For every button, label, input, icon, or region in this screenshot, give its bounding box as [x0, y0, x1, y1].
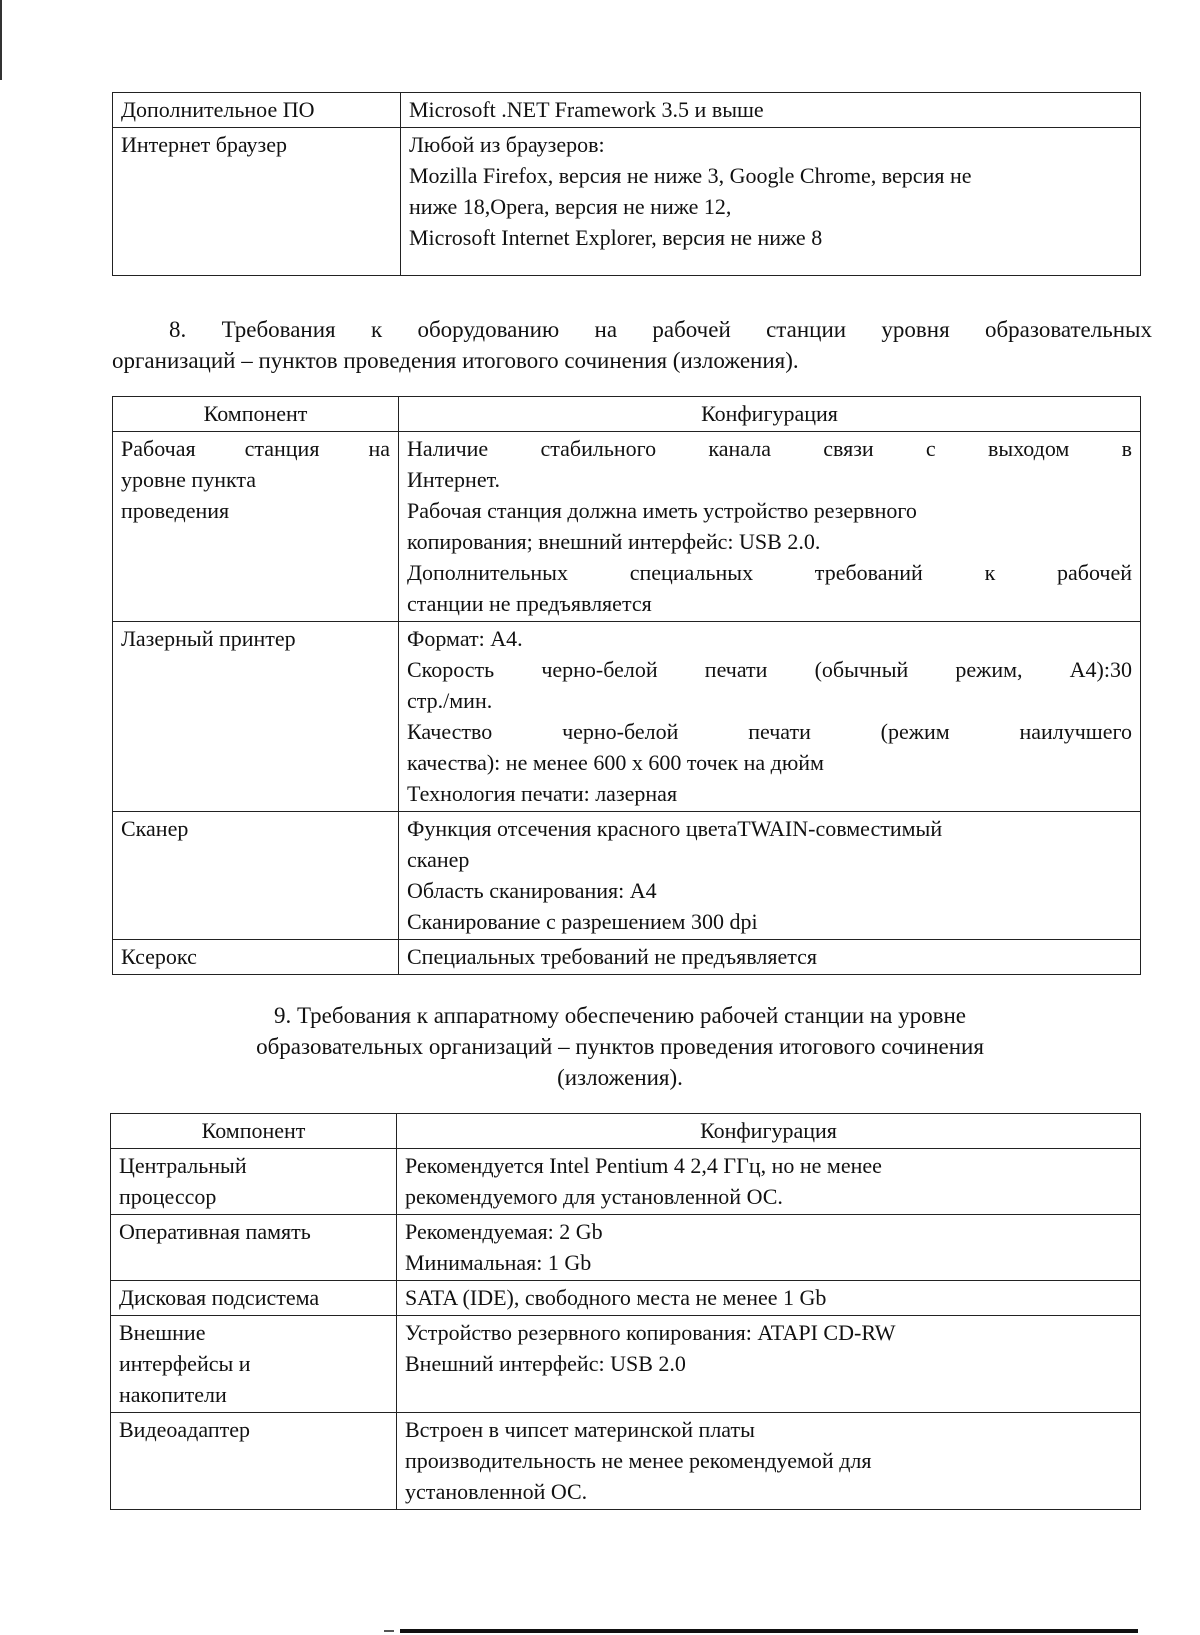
- component-cell: [113, 93, 401, 128]
- cell-text: накопители: [119, 1382, 227, 1407]
- component-cell: [111, 1413, 397, 1510]
- cell-text: Сканер: [121, 816, 189, 841]
- component-cell: [113, 940, 399, 975]
- cell-text: Дополнительных специальных требований к рабочей: [407, 560, 1132, 585]
- cell-text: копирования; внешний интерфейс: USB 2.0.: [407, 529, 821, 554]
- config-cell: [397, 1316, 1141, 1413]
- cell-text: Внешний интерфейс: USB 2.0: [405, 1351, 686, 1376]
- table-row: [113, 622, 1141, 812]
- cell-text: Любой из браузеров:: [409, 132, 605, 157]
- config-cell: [397, 1149, 1141, 1215]
- cell-text: рекомендуемого для установленной ОС.: [405, 1184, 783, 1209]
- cell-text: качества): не менее 600 x 600 точек на дюйм: [407, 750, 824, 775]
- config-cell: [399, 432, 1141, 622]
- config-cell: [397, 1215, 1141, 1281]
- heading-line: (изложения).: [557, 1065, 683, 1090]
- cell-text: производительность не менее рекомендуемой для: [405, 1448, 872, 1473]
- section-8-heading: [112, 314, 1152, 376]
- scan-edge-mark: [0, 0, 2, 80]
- cell-text: Центральный: [119, 1153, 247, 1178]
- section-9-heading: [140, 1000, 1100, 1093]
- component-cell: [113, 622, 399, 812]
- software-requirements-table: [112, 92, 1141, 276]
- cell-text: Microsoft .NET Framework 3.5 и выше: [409, 97, 764, 122]
- cell-text: Интернет.: [407, 467, 501, 492]
- cell-text: Microsoft Internet Explorer, версия не ниже 8: [409, 225, 823, 250]
- cell-text: Наличие стабильного канала связи с выходом в: [407, 436, 1132, 461]
- cell-text: Формат: А4.: [407, 626, 523, 651]
- cell-text: Дополнительное ПО: [121, 97, 315, 122]
- cell-text: Область сканирования: А4: [407, 878, 657, 903]
- component-cell: [113, 432, 399, 622]
- cell-text: Устройство резервного копирования: ATAPI CD-RW: [405, 1320, 896, 1345]
- component-cell: [113, 128, 401, 276]
- cell-text: уровне пункта: [121, 467, 257, 492]
- cell-text: установленной ОС.: [405, 1479, 588, 1504]
- table-header-row: [111, 1114, 1141, 1149]
- config-cell: [397, 1413, 1141, 1510]
- table-row: [111, 1215, 1141, 1281]
- heading-line: образовательных организаций – пунктов проведения итогового сочинения: [256, 1034, 984, 1059]
- cell-text: Функция отсечения красного цветаTWAIN-совместимый: [407, 816, 943, 841]
- hardware-requirements-table: [112, 396, 1141, 975]
- cell-text: Mozilla Firefox, версия не ниже 3, Google Chrome, версия не: [409, 163, 972, 188]
- column-header-component: Компонент: [113, 397, 399, 432]
- cell-text: Интернет браузер: [121, 132, 287, 157]
- config-cell: [401, 128, 1141, 276]
- cell-text: интерфейсы и: [119, 1351, 251, 1376]
- scan-edge-mark: [384, 1630, 394, 1632]
- heading-line: 8. Требования к оборудованию на рабочей станции уровня образовательных: [169, 317, 1152, 342]
- table-row: [113, 812, 1141, 940]
- cell-text: Рабочая станция должна иметь устройство резервного: [407, 498, 917, 523]
- component-cell: [113, 812, 399, 940]
- config-cell: [399, 812, 1141, 940]
- table-header-row: [113, 397, 1141, 432]
- cell-text: Ксерокс: [121, 944, 197, 969]
- table-row: [111, 1316, 1141, 1413]
- column-header-config: Конфигурация: [397, 1114, 1141, 1149]
- component-cell: [111, 1149, 397, 1215]
- cell-text: Оперативная память: [119, 1219, 311, 1244]
- cell-text: станции не предъявляется: [407, 591, 652, 616]
- column-header-config: Конфигурация: [399, 397, 1141, 432]
- table-row: [113, 940, 1141, 975]
- cell-text: Рабочая станция на: [121, 436, 390, 461]
- component-cell: [111, 1316, 397, 1413]
- table-row: [111, 1413, 1141, 1510]
- heading-line: 9. Требования к аппаратному обеспечению рабочей станции на уровне: [274, 1003, 966, 1028]
- cell-text: Скорость черно-белой печати (обычный режим, А4):30: [407, 657, 1132, 682]
- cell-text: Лазерный принтер: [121, 626, 296, 651]
- cell-text: Специальных требований не предъявляется: [407, 944, 818, 969]
- cell-text: проведения: [121, 498, 230, 523]
- config-cell: [397, 1281, 1141, 1316]
- pc-hardware-table: [110, 1113, 1141, 1510]
- cell-text: Рекомендуется Intel Pentium 4 2,4 ГГц, но не менее: [405, 1153, 882, 1178]
- config-cell: [399, 940, 1141, 975]
- config-cell: [401, 93, 1141, 128]
- cell-text: процессор: [119, 1184, 217, 1209]
- cell-text: Технология печати: лазерная: [407, 781, 678, 806]
- cell-text: Сканирование с разрешением 300 dpi: [407, 909, 758, 934]
- table-row: [111, 1281, 1141, 1316]
- column-header-component: Компонент: [111, 1114, 397, 1149]
- cell-text: Минимальная: 1 Gb: [405, 1250, 592, 1275]
- heading-line: организаций – пунктов проведения итогового сочинения (изложения).: [112, 348, 799, 373]
- cell-text: сканер: [407, 847, 470, 872]
- component-cell: [111, 1215, 397, 1281]
- cell-text: Видеоадаптер: [119, 1417, 250, 1442]
- cell-text: Рекомендуемая: 2 Gb: [405, 1219, 603, 1244]
- cell-text: ниже 18,Opera, версия не ниже 12,: [409, 194, 732, 219]
- cell-text: Внешние: [119, 1320, 206, 1345]
- table-row: [113, 432, 1141, 622]
- cell-text: Качество черно-белой печати (режим наилучшего: [407, 719, 1132, 744]
- table-row: [111, 1149, 1141, 1215]
- table-row: [113, 93, 1141, 128]
- cell-text: стр./мин.: [407, 688, 493, 713]
- cell-text: Дисковая подсистема: [119, 1285, 320, 1310]
- config-cell: [399, 622, 1141, 812]
- component-cell: [111, 1281, 397, 1316]
- table-row: [113, 128, 1141, 276]
- cell-text: SATA (IDE), свободного места не менее 1 Gb: [405, 1285, 827, 1310]
- cell-text: Встроен в чипсет материнской платы: [405, 1417, 755, 1442]
- scan-edge-line: [400, 1629, 1138, 1633]
